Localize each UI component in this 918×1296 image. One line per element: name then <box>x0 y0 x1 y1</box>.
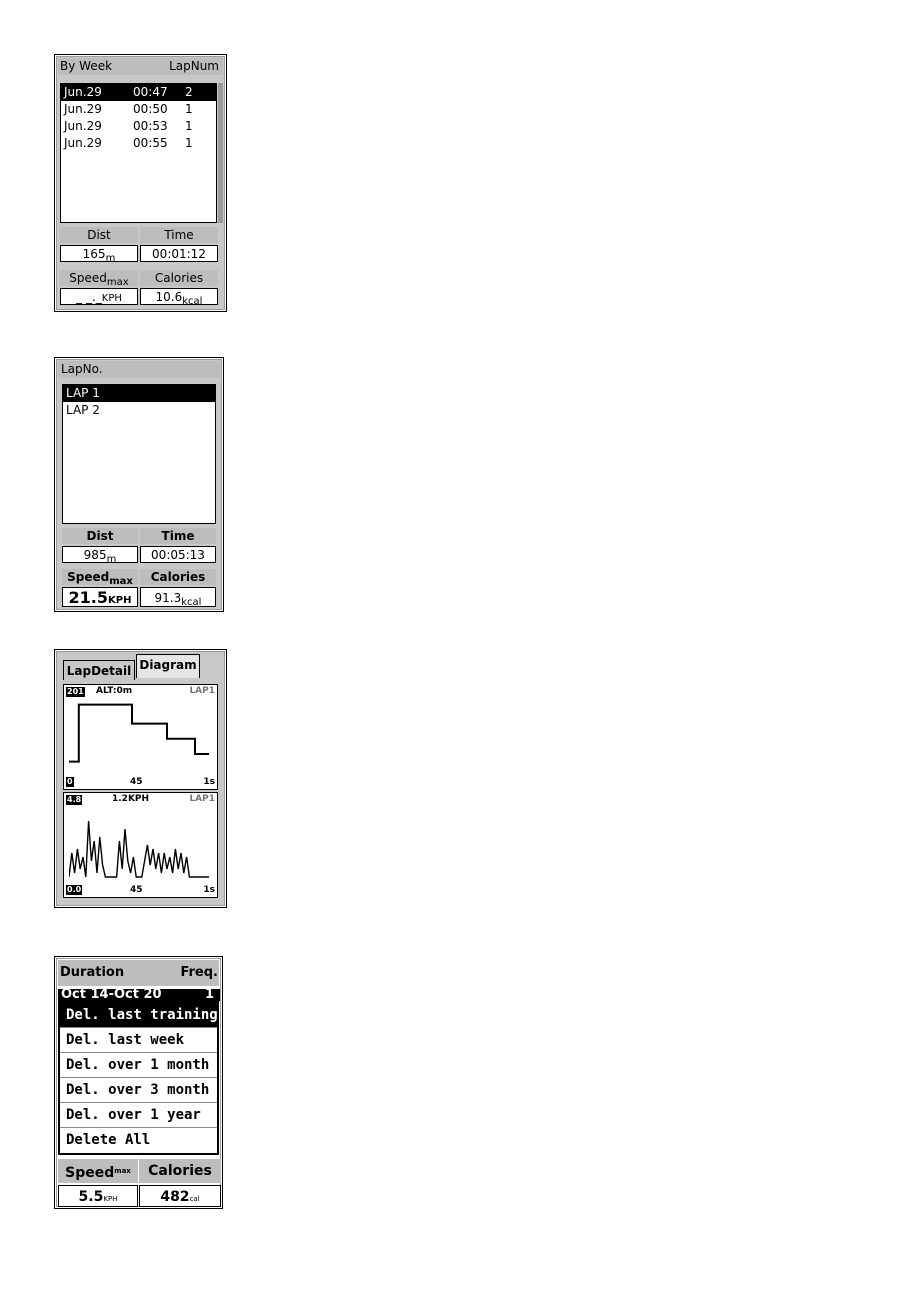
menu-item-del-last-training[interactable]: Del. last training <box>60 1003 217 1028</box>
header-freq: Freq. <box>180 965 218 980</box>
alt-ymax-badge: 201 <box>67 687 84 696</box>
row-lapnum: 1 <box>185 136 193 150</box>
speed-line-chart <box>69 805 209 885</box>
menu-item-del-over-1-year[interactable]: Del. over 1 year <box>60 1103 217 1128</box>
row-time: 00:53 <box>133 119 168 133</box>
header-lapno: LapNo. <box>61 362 103 376</box>
alt-x-end: 1s <box>203 777 215 787</box>
menu-item-del-over-3-month[interactable]: Del. over 3 month <box>60 1078 217 1103</box>
speed-value: _ _._KPH <box>60 288 138 305</box>
altitude-plot <box>63 684 218 790</box>
altitude-series-line <box>69 705 209 762</box>
row-date: Jun.29 <box>64 119 102 133</box>
row-lapnum: 2 <box>185 85 193 99</box>
lap-list[interactable] <box>62 384 216 524</box>
speed-x-mid: 45 <box>130 885 143 895</box>
alt-readout: ALT:0m <box>96 686 133 696</box>
alt-ymin-badge: 0 <box>67 777 73 786</box>
list-item[interactable] <box>61 101 216 118</box>
speed-value: 5.5KPH <box>58 1185 138 1207</box>
list-item-partial[interactable] <box>58 989 220 1001</box>
speed-max-label: Speed$^{max}$ <box>58 1159 138 1183</box>
speed-max-label: Speed$_{max}$ <box>60 270 138 286</box>
time-label: Time <box>140 528 216 544</box>
alt-x-mid: 45 <box>130 777 143 787</box>
list-item[interactable] <box>61 118 216 135</box>
menu-item-del-over-1-month[interactable]: Del. over 1 month <box>60 1053 217 1078</box>
row-freq: 1 <box>204 989 214 1001</box>
speed-x-end: 1s <box>203 885 215 895</box>
calories-value: $10.6_{kcal}$ <box>140 288 218 305</box>
speed-readout: 1.2KPH <box>112 794 150 804</box>
dist-value: $985_m$ <box>62 546 138 563</box>
speed-ymax-badge: 4.8 <box>67 795 82 804</box>
calories-label: Calories <box>140 270 218 286</box>
history-delete-screen <box>54 956 223 1209</box>
header-by-week: By Week <box>60 59 113 73</box>
row-date: Jun.29 <box>64 102 102 116</box>
speed-series-line <box>69 821 209 877</box>
row-time: 00:47 <box>133 85 168 99</box>
dist-label: Dist <box>62 528 138 544</box>
calories-label: Calories <box>139 1159 221 1183</box>
week-list[interactable] <box>60 83 217 223</box>
alt-lap-label: LAP1 <box>189 686 215 696</box>
row-lapnum: 1 <box>185 119 193 133</box>
time-value: 00:01:12 <box>140 245 218 262</box>
menu-item-del-last-week[interactable]: Del. last week <box>60 1028 217 1053</box>
time-value: 00:05:13 <box>140 546 216 563</box>
row-date: Jun.29 <box>64 136 102 150</box>
dist-value: $165_m$ <box>60 245 138 262</box>
lap-label: LAP 2 <box>66 403 100 417</box>
calories-value: 482cal <box>139 1185 221 1207</box>
list-header <box>58 361 220 378</box>
header-duration: Duration <box>60 965 125 980</box>
row-time: 00:50 <box>133 102 168 116</box>
list-header <box>58 960 219 986</box>
delete-options-menu[interactable] <box>58 1001 219 1155</box>
time-label: Time <box>140 227 218 243</box>
list-item[interactable] <box>61 135 216 152</box>
tab-lapdetail[interactable]: LapDetail <box>63 660 135 680</box>
calories-label: Calories <box>140 569 216 585</box>
row-date: Jun.29 <box>64 85 102 99</box>
list-item[interactable] <box>63 385 215 402</box>
speed-lap-label: LAP1 <box>189 794 215 804</box>
lap-diagram-screen <box>54 649 227 908</box>
speed-ymin-badge: 0.0 <box>67 885 82 894</box>
lap-label: LAP 1 <box>66 386 100 400</box>
header-lapnum: LapNum <box>169 59 219 73</box>
list-item[interactable] <box>63 402 215 419</box>
lap-list-screen <box>54 357 224 612</box>
tab-diagram[interactable]: Diagram <box>136 654 200 678</box>
altitude-line-chart <box>69 697 209 773</box>
list-item[interactable] <box>61 84 216 101</box>
row-duration: Oct 14-Oct 20 <box>61 989 162 1001</box>
speed-plot <box>63 792 218 898</box>
scrollbar[interactable] <box>218 83 223 223</box>
calories-value: $91.3_{kcal}$ <box>140 587 216 607</box>
speed-value: 21.5KPH <box>62 587 138 607</box>
speed-max-label: Speed$_{max}$ <box>62 569 138 585</box>
dist-label: Dist <box>60 227 138 243</box>
row-time: 00:55 <box>133 136 168 150</box>
history-by-week-screen <box>54 54 227 312</box>
menu-item-delete-all[interactable]: Delete All <box>66 1132 151 1148</box>
row-lapnum: 1 <box>185 102 193 116</box>
list-header <box>58 58 223 75</box>
